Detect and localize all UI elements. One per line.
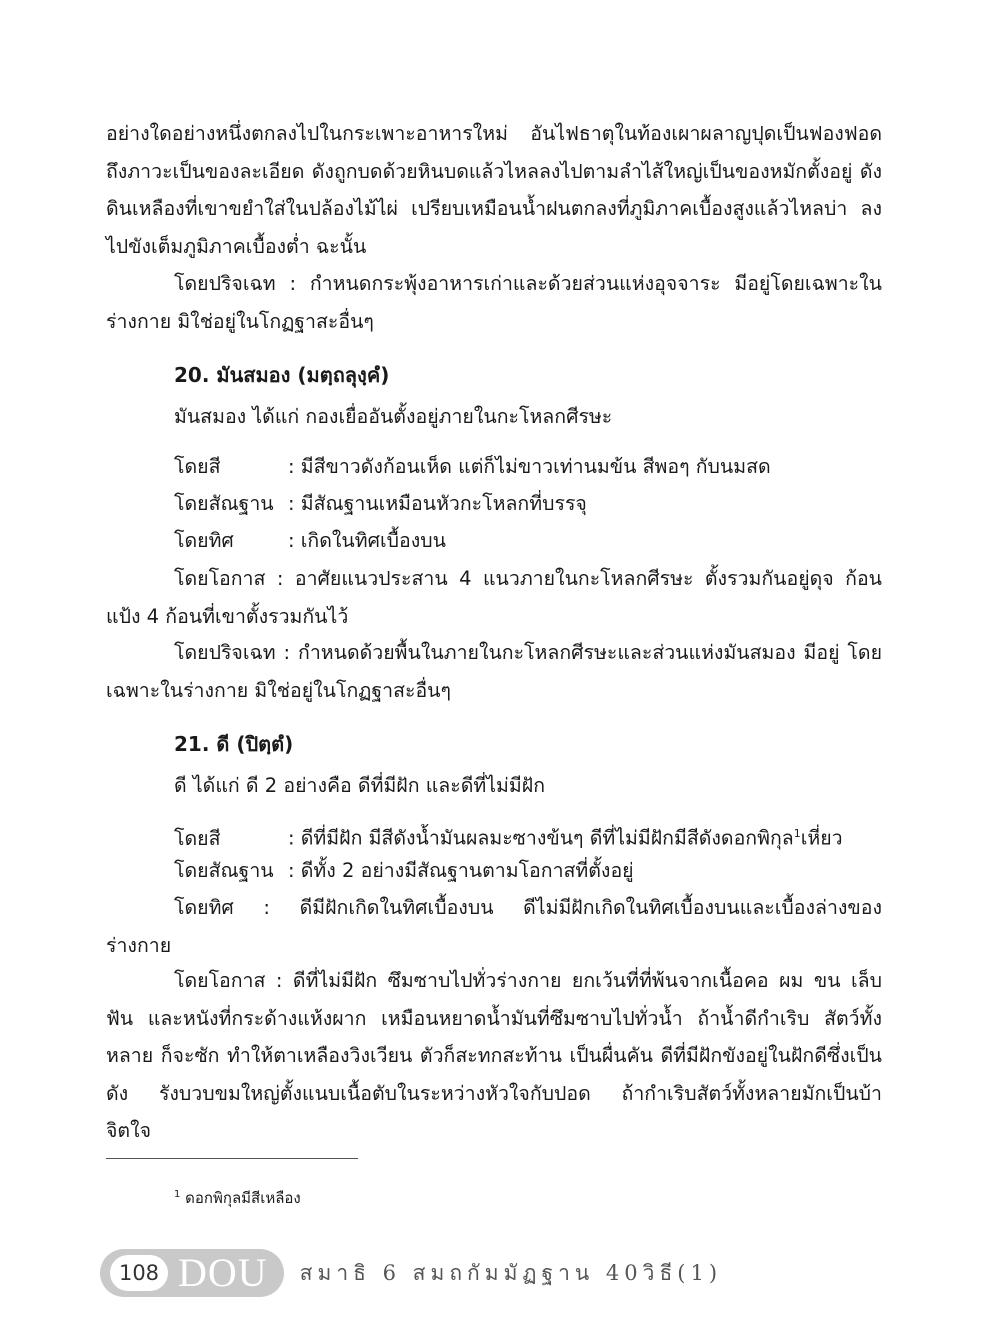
color-label: โดยสี	[174, 826, 221, 850]
brand-logo: DOU	[178, 1250, 268, 1295]
book-title: สมาธิ 6 สมถกัมมัฏฐาน 40วิธี(1)	[299, 1260, 723, 1285]
color-text: : ดีที่มีฝัก มีสีดังน้ำมันผลมะซางข้นๆ ดีที่ไม่มีฝักมีสีดังดอกพิกุล	[288, 826, 794, 850]
page-number: 108	[110, 1255, 168, 1291]
section-21-direction: โดยทิศ : ดีมีฝักเกิดในทิศเบื้องบน ดีไม่มีฝักเกิดในทิศเบื้องบนและเบื้องล่างของ ร่างกาย	[106, 896, 882, 957]
intro-paragraph-2: โดยปริจเฉท : กำหนดกระพุ้งอาหารเก่าและด้วยส่วนแห่งอุจจาระ มีอยู่โดยเฉพาะใน ร่างกาย มิใช่อยู่ในโกฏฐาสะอื่นๆ	[106, 272, 882, 333]
section-21-color-row	[174, 815, 882, 857]
section-20-direction-row	[174, 522, 882, 560]
section-20-shape-row	[174, 485, 882, 523]
intro-paragraph-1: อย่างใดอย่างหนึ่งตกลงไปในกระเพาะอาหารใหม่ อันไฟธาตุในท้องเผาผลาญปุดเป็นฟองฟอด ถึงภาวะเป็นของละเอียด ดังถูกบดด้วยหินบดแล้วไหลลงไปตามลำไส้ใหญ่เป็นของหมักตั้งอยู่ ดังดินเหลืองที่เขาขยำใส่ในปล้องไม้ไผ่ เปรียบเหมือนน้ำฝนตกลงที่ภูมิภาคเบื้องสูงแล้วไหลบ่า ลงไปขังเต็มภูมิภาคเบื้องต่ำ ฉะนั้น	[106, 122, 882, 258]
shape-text: : ดีทั้ง 2 อย่างมีสัณฐานตามโอกาสที่ตั้งอยู่	[288, 859, 634, 882]
color-text-tail: เหี่ยว	[800, 826, 843, 850]
footnote-text: ดอกพิกุลมีสีเหลือง	[185, 1189, 301, 1207]
color-label: โดยสี	[174, 455, 221, 478]
color-text: : มีสีขาวดังก้อนเห็ด แต่ก็ไม่ขาวเท่านมข้น สีพอๆ กับนมสด	[288, 455, 771, 478]
section-20-boundary: โดยปริจเฉท : กำหนดด้วยพื้นในภายในกะโหลกศีรษะและส่วนแห่งมันสมอง มีอยู่ โดยเฉพาะในร่างกาย มิใช่อยู่ในโกฏฐาสะอื่นๆ	[106, 641, 882, 702]
section-21-heading: 21. ดี (ปิตฺตํ)	[174, 732, 294, 756]
footnote	[174, 1183, 301, 1210]
shape-text: : มีสัณฐานเหมือนหัวกะโหลกที่บรรจุ	[288, 492, 587, 515]
shape-label: โดยสัณฐาน	[174, 859, 274, 882]
section-20-location: โดยโอกาส : อาศัยแนวประสาน 4 แนวภายในกะโหลกศีรษะ ตั้งรวมกันอยู่ดุจ ก้อนแป้ง 4 ก้อนที่เขาตั้งรวมกันไว้	[106, 567, 882, 628]
section-21-shape-row	[174, 852, 882, 890]
direction-text: : เกิดในทิศเบื้องบน	[288, 529, 446, 552]
page-footer	[100, 1248, 722, 1298]
footnote-marker: 1	[174, 1189, 181, 1200]
footer-badge	[100, 1249, 284, 1297]
shape-label: โดยสัณฐาน	[174, 492, 274, 515]
footnote-reference[interactable]: 1	[793, 827, 801, 840]
section-21-definition: ดี ได้แก่ ดี 2 อย่างคือ ดีที่มีฝัก และดีที่ไม่มีฝัก	[174, 774, 545, 797]
direction-label: โดยทิศ	[174, 529, 234, 552]
section-20-color-row	[174, 448, 882, 486]
section-21-location: โดยโอกาส : ดีที่ไม่มีฝัก ซึมซาบไปทั่วร่างกาย ยกเว้นที่ที่พ้นจากเนื้อคอ ผม ขน เล็บ ฟัน และหนังที่กระด้างแห้งผาก เหมือนหยาดน้ำมันที่ซึมซาบไปทั่วน้ำ ถ้าน้ำดีกำเริบ สัตว์ทั้งหลาย ก็จะซัก ทำให้ตาเหลืองวิงเวียน ตัวก็สะทกสะท้าน เป็นผื่นคัน ดีที่มีฝักขังอยู่ในฝักดีซึ่งเป็นดัง รังบวบขมใหญ่ตั้งแนบเนื้อตับในระหว่างหัวใจกับปอด ถ้ากำเริบสัตว์ทั้งหลายมักเป็นบ้า จิตใจ	[106, 969, 882, 1142]
section-20-definition: มันสมอง ได้แก่ กองเยื่ออันตั้งอยู่ภายในกะโหลกศีรษะ	[174, 405, 613, 428]
section-20-heading: 20. มันสมอง (มตฺถลุงฺคํ)	[174, 363, 390, 387]
footnote-divider	[106, 1158, 358, 1159]
